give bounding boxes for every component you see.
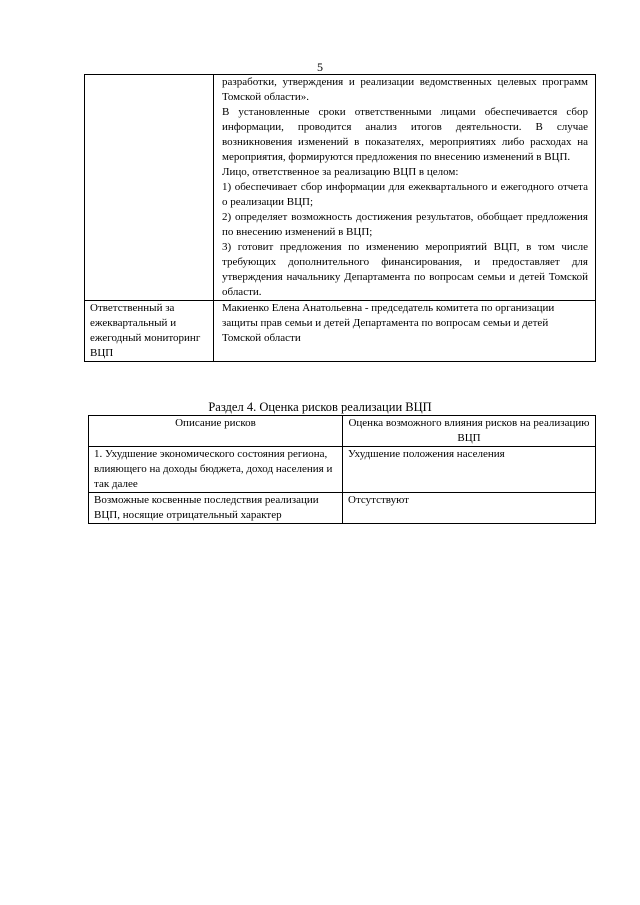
- risk-description: Возможные косвенные последствия реализации ВЦП, носящие отрицательный характер: [89, 493, 343, 524]
- column-header: Описание рисков: [89, 416, 343, 447]
- paragraph: разработки, утверждения и реализации ведомственных целевых программ Томской области».: [222, 76, 588, 103]
- monitoring-responsible-person: Макиенко Елена Анатольевна - председатель комитета по организации защиты прав семьи и детей Департамента по вопросам семьи и детей Томской области: [214, 301, 596, 362]
- table-row: [85, 301, 596, 362]
- table-row: [89, 493, 596, 524]
- section-heading: Раздел 4. Оценка рисков реализации ВЦП: [208, 400, 432, 414]
- table-row: [89, 447, 596, 493]
- table-header-row: [89, 416, 596, 447]
- risk-description: 1. Ухудшение экономического состояния региона, влияющего на доходы бюджета, доход населения и так далее: [89, 447, 343, 493]
- risk-impact: Ухудшение положения населения: [343, 447, 596, 493]
- paragraph: Лицо, ответственное за реализацию ВЦП в целом:: [222, 166, 459, 178]
- risk-impact: Отсутствуют: [343, 493, 596, 524]
- column-header: Оценка возможного влияния рисков на реализацию ВЦП: [343, 416, 596, 447]
- paragraph: 1) обеспечивает сбор информации для ежеквартального и ежегодного отчета о реализации ВЦП;: [222, 181, 588, 208]
- responsibility-table: [84, 74, 596, 362]
- paragraph: 2) определяет возможность достижения результатов, обобщает предложения по внесению изменений в ВЦП;: [222, 211, 588, 238]
- paragraph: 3) готовит предложения по изменению мероприятий ВЦП, в том числе требующих дополнительного финансирования, и предоставляет для утверждения начальнику Департамента по вопросам семьи и детей Томской области.: [222, 241, 588, 298]
- table-cell-empty: [85, 75, 214, 301]
- monitoring-responsible-label: Ответственный за ежеквартальный и ежегодный мониторинг ВЦП: [85, 301, 214, 362]
- reporting-procedure-cell: [214, 75, 596, 301]
- table-row: [85, 75, 596, 301]
- risk-table: [88, 415, 596, 524]
- paragraph: В установленные сроки ответственными лицами обеспечивается сбор информации, проводится анализ итогов деятельности. В случае возникновения изменений в показателях, мероприятиях либо расходах на мероприятия, формируются предложения по внесению изменений в ВЦП.: [222, 106, 588, 163]
- page-number: 5: [317, 60, 323, 74]
